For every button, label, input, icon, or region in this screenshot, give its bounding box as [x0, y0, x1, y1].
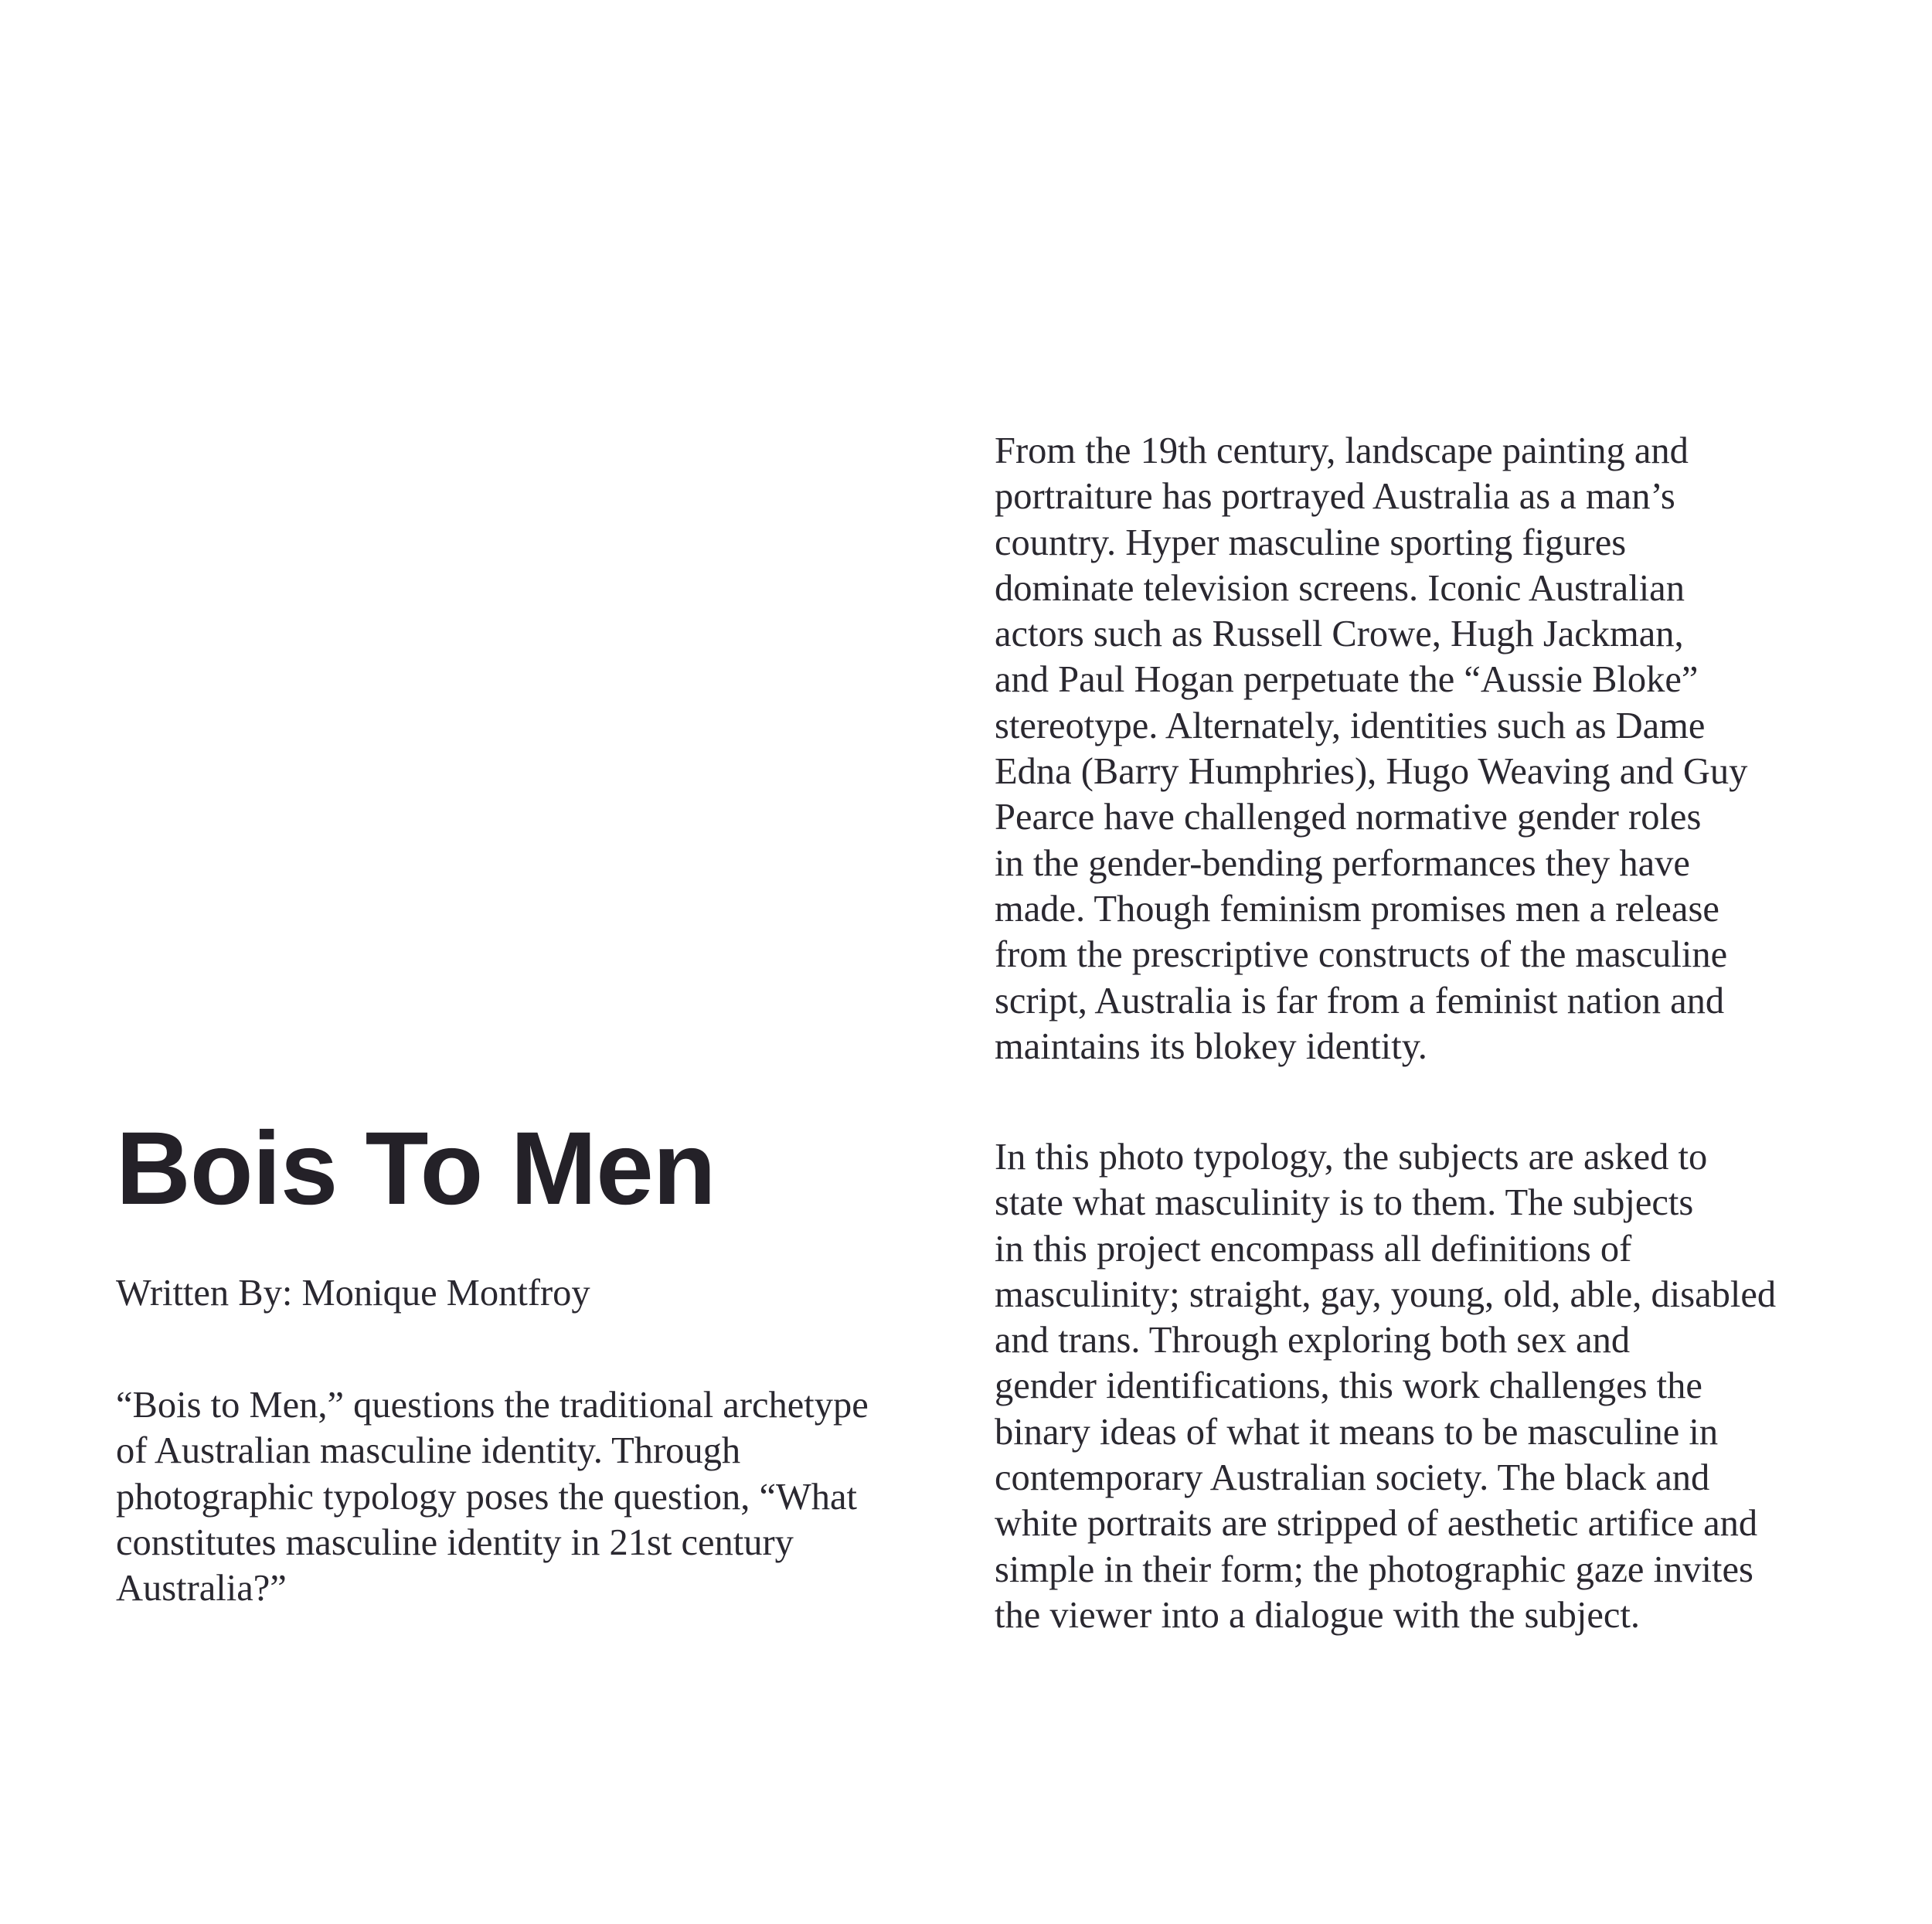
paragraph-line: Edna (Barry Humphries), Hugo Weaving and Guy: [995, 751, 1748, 793]
paragraph-line: simple in their form; the photographic gaze invites: [995, 1548, 1753, 1590]
paragraph-line: maintains its blokey identity.: [995, 1025, 1427, 1067]
paragraph-line: binary ideas of what it means to be masculine in: [995, 1411, 1719, 1453]
paragraph-line: gender identifications, this work challenges the: [995, 1365, 1702, 1407]
paragraph-line: From the 19th century, landscape painting and: [995, 430, 1689, 471]
paragraph-line: white portraits are stripped of aesthetic artifice and: [995, 1503, 1758, 1545]
paragraph-line: contemporary Australian society. The black and: [995, 1457, 1710, 1499]
paragraph-line: from the prescriptive constructs of the masculine: [995, 934, 1728, 976]
body-paragraph-1: [995, 428, 1860, 1069]
paragraph-line: country. Hyper masculine sporting figures: [995, 522, 1627, 563]
intro-line: photographic typology poses the question, “What: [116, 1476, 858, 1518]
paragraph-line: script, Australia is far from a feminist nation and: [995, 980, 1725, 1021]
intro-paragraph: [116, 1382, 927, 1611]
paragraph-line: the viewer into a dialogue with the subject.: [995, 1594, 1641, 1636]
paragraph-line: in this project encompass all definitions of: [995, 1228, 1632, 1270]
paragraph-line: in the gender-bending performances they have: [995, 842, 1690, 884]
paragraph-line: state what masculinity is to them. The subjects: [995, 1182, 1694, 1224]
paragraph-line: and Paul Hogan perpetuate the “Aussie Bloke”: [995, 659, 1699, 701]
paragraph-line: dominate television screens. Iconic Australian: [995, 567, 1685, 609]
intro-line: Australia?”: [116, 1568, 287, 1610]
intro-line: of Australian masculine identity. Through: [116, 1430, 741, 1472]
paragraph-line: In this photo typology, the subjects are asked to: [995, 1137, 1708, 1178]
paragraph-line: made. Though feminism promises men a release: [995, 888, 1719, 930]
article-title: Bois To Men: [116, 1111, 716, 1226]
paragraph-line: stereotype. Alternately, identities such as Dame: [995, 705, 1706, 746]
author-byline: Written By: Monique Montfroy: [116, 1273, 590, 1314]
paragraph-line: Pearce have challenged normative gender roles: [995, 797, 1702, 838]
paragraph-line: portraiture has portrayed Australia as a man’s: [995, 476, 1675, 518]
intro-line: “Bois to Men,” questions the traditional archetype: [116, 1385, 869, 1426]
paragraph-line: masculinity; straight, gay, young, old, able, disabled: [995, 1273, 1777, 1315]
intro-line: constitutes masculine identity in 21st century: [116, 1521, 794, 1563]
body-paragraph-2: [995, 1134, 1860, 1638]
paragraph-line: and trans. Through exploring both sex and: [995, 1320, 1631, 1361]
paragraph-line: actors such as Russell Crowe, Hugh Jackman,: [995, 614, 1684, 655]
